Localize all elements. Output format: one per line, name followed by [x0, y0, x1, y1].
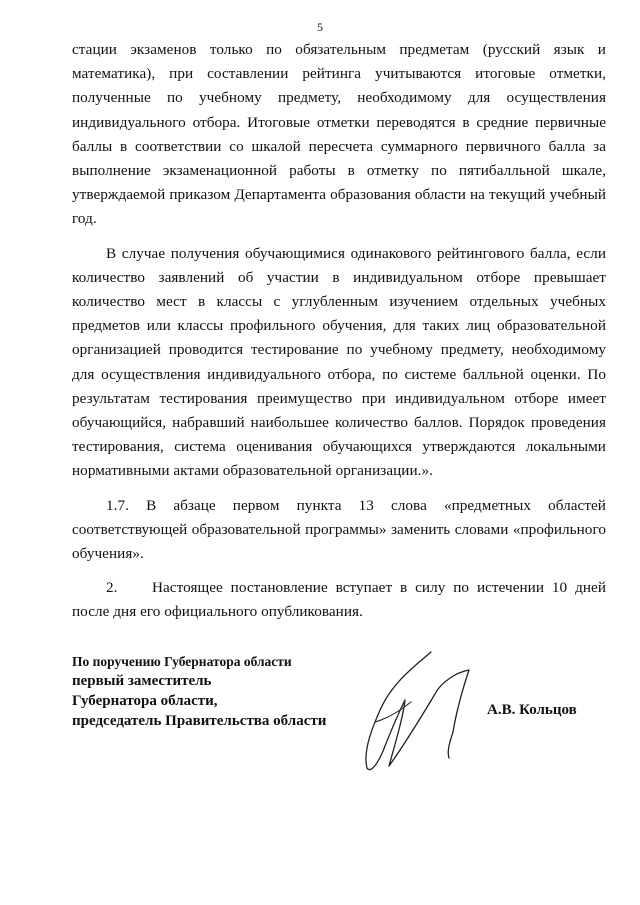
signature-block: [72, 652, 326, 731]
signer-line-3: Губернатора области,: [72, 693, 218, 709]
signer-name: А.В. Кольцов: [487, 702, 577, 718]
item-text: Настоящее постановление вступает в силу по истечении 10 дней после дня его официального опубликования.: [72, 579, 606, 621]
signer-line-2: первый заместитель: [72, 673, 212, 689]
paragraph-2: В случае получения обучающимися одинакового рейтингового балла, если количество заявлений об участии в индивидуальном отборе превышает количество мест в классы с углубленным изучением отдельных учебных предметов или классы профильного обучения, для таких лиц образовательной организацией проводится тестирование по учебному предмету, необходимому для осуществления индивидуального отбора, по системе балльной оценки. По результатам тестирования преимущество при индивидуальном отборе имеет обучающийся, набравший наибольшее количество баллов. Порядок проведения тестирования, система оценивания обучающихся утверждаются локальными нормативными актами образовательной организации.».: [72, 244, 606, 480]
item-number: 2.: [106, 579, 118, 597]
document-body: [72, 38, 606, 625]
paragraph-1: стации экзаменов только по обязательным предметам (русский язык и математика), при составлении рейтинга учитываются итоговые отметки, полученные по учебному предмету, необходимому для осуществления индивидуального отбора. Итоговые отметки переводятся в средние первичные баллы в соответствии со шкалой пересчета суммарного первичного балла за выполнение экзаменационной работы в отметку по пятибалльной шкале, утверждаемой приказом Департамента образования области на текущий учебный год.: [72, 41, 606, 228]
handwritten-signature: [345, 648, 505, 778]
paragraph-4: [72, 576, 606, 624]
page-number: 5: [317, 20, 323, 34]
paragraph-3: 1.7. В абзаце первом пункта 13 слова «предметных областей соответствующей образовательной программы» заменить словами «профильного обучения».: [72, 496, 606, 563]
signer-line-1: По поручению Губернатора области: [72, 654, 292, 669]
signer-line-4: председатель Правительства области: [72, 713, 327, 729]
